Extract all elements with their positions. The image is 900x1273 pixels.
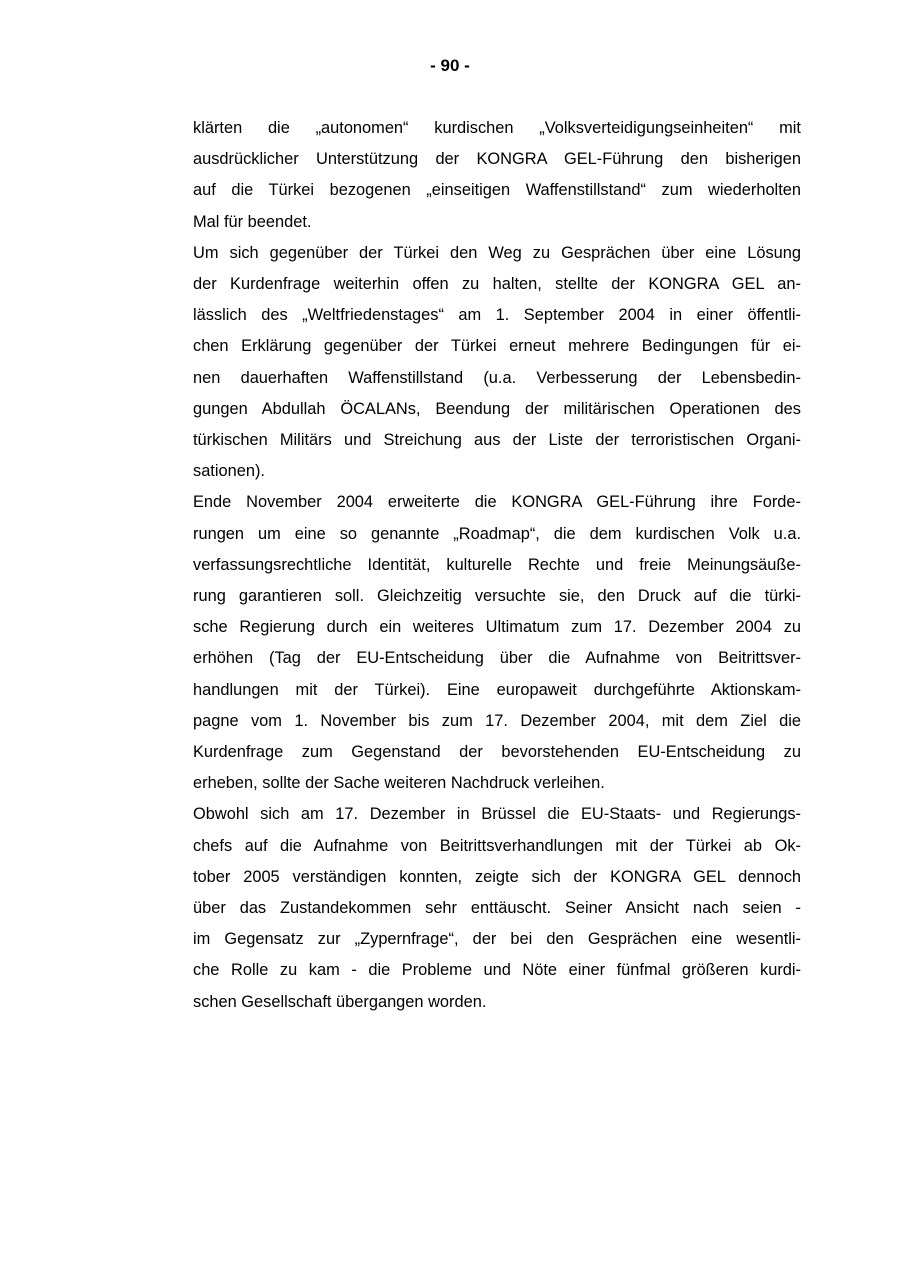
text-line: tober 2005 verständigen konnten, zeigte sich der KONGRA GEL dennoch [193, 867, 801, 886]
text-line: auf die Türkei bezogenen „einseitigen Waffenstillstand“ zum wiederholten [193, 181, 801, 200]
body-text [193, 113, 801, 1018]
text-line: türkischen Militärs und Streichung aus der Liste der terroristischen Organi- [193, 431, 801, 450]
text-line: im Gegensatz zur „Zypernfrage“, der bei den Gesprächen eine wesentli- [193, 930, 801, 949]
text-line: Kurdenfrage zum Gegenstand der bevorstehenden EU-Entscheidung zu [193, 743, 801, 762]
text-line: Mal für beendet. [193, 212, 312, 231]
text-line: rung garantieren soll. Gleichzeitig versuchte sie, den Druck auf die türki- [193, 587, 801, 606]
paragraph-1 [193, 113, 801, 238]
text-line: über das Zustandekommen sehr enttäuscht. Seiner Ansicht nach seien - [193, 899, 801, 918]
text-line: Ende November 2004 erweiterte die KONGRA GEL-Führung ihre Forde- [193, 493, 801, 512]
text-line: sche Regierung durch ein weiteres Ultimatum zum 17. Dezember 2004 zu [193, 618, 801, 637]
text-line: Obwohl sich am 17. Dezember in Brüssel die EU-Staats- und Regierungs- [193, 805, 801, 824]
text-line: der Kurdenfrage weiterhin offen zu halten, stellte der KONGRA GEL an- [193, 275, 801, 294]
text-line: chen Erklärung gegenüber der Türkei erneut mehrere Bedingungen für ei- [193, 337, 801, 356]
text-line: gungen Abdullah ÖCALANs, Beendung der militärischen Operationen des [193, 399, 801, 418]
text-line: erhöhen (Tag der EU-Entscheidung über die Aufnahme von Beitrittsver- [193, 649, 801, 668]
text-line: sationen). [193, 462, 265, 481]
text-line: Um sich gegenüber der Türkei den Weg zu Gesprächen über eine Lösung [193, 243, 801, 262]
text-line: handlungen mit der Türkei). Eine europaweit durchgeführte Aktionskam- [193, 680, 801, 699]
text-line: nen dauerhaften Waffenstillstand (u.a. Verbesserung der Lebensbedin- [193, 368, 801, 387]
text-line: che Rolle zu kam - die Probleme und Nöte einer fünfmal größeren kurdi- [193, 961, 801, 980]
text-line: chefs auf die Aufnahme von Beitrittsverhandlungen mit der Türkei ab Ok- [193, 836, 801, 855]
page-number: - 90 - [430, 56, 470, 75]
paragraph-2 [193, 238, 801, 488]
paragraph-4 [193, 799, 801, 1017]
text-line: lässlich des „Weltfriedenstages“ am 1. September 2004 in einer öffentli- [193, 306, 801, 325]
text-line: pagne vom 1. November bis zum 17. Dezember 2004, mit dem Ziel die [193, 711, 801, 730]
text-line: ausdrücklicher Unterstützung der KONGRA GEL-Führung den bisherigen [193, 150, 801, 169]
text-line: klärten die „autonomen“ kurdischen „Volksverteidigungseinheiten“ mit [193, 119, 801, 137]
text-line: verfassungsrechtliche Identität, kulturelle Rechte und freie Meinungsäuße- [193, 555, 801, 574]
text-line: rungen um eine so genannte „Roadmap“, die dem kurdischen Volk u.a. [193, 524, 801, 543]
text-line: erheben, sollte der Sache weiteren Nachdruck verleihen. [193, 774, 605, 793]
text-line: schen Gesellschaft übergangen worden. [193, 992, 487, 1011]
paragraph-3 [193, 487, 801, 799]
